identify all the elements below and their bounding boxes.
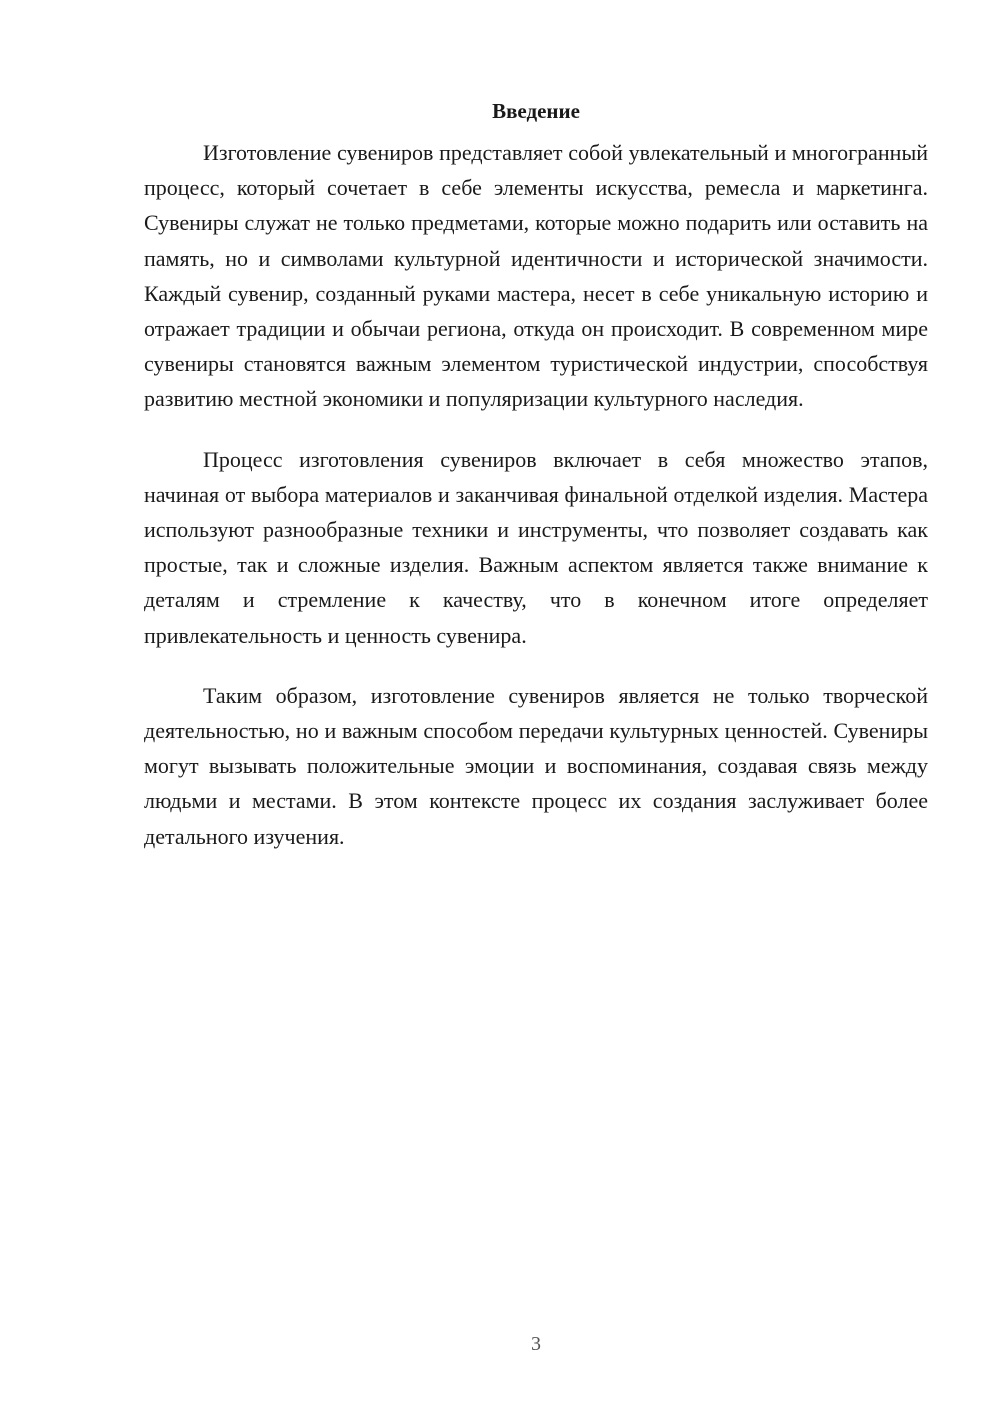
paragraph-2: Процесс изготовления сувениров включает в себя множество этапов, начиная от выбора материалов и заканчивая финальной отделкой изделия. Мастера используют разнообразные техники и инструменты, что позволяет создавать как простые, так и сложные изделия. Важным аспектом является также внимание к деталям и стремление к качеству, что в конечном итоге определяет привлекательность и ценность сувенира.	[144, 446, 928, 648]
page-title: Введение	[492, 99, 580, 123]
page-content	[144, 96, 928, 879]
paragraph-1: Изготовление сувениров представляет собой увлекательный и многогранный процесс, который сочетает в себе элементы искусства, ремесла и маркетинга. Сувениры служат не только предметами, которые можно подарить или оставить на память, но и символами культурной идентичности и исторической значимости. Каждый сувенир, созданный руками мастера, несет в себе уникальную историю и отражает традиции и обычаи региона, откуда он происходит. В современном мире сувениры становятся важным элементом туристической индустрии, способствуя развитию местной экономики и популяризации культурного наследия.	[144, 140, 928, 412]
paragraph-3: Таким образом, изготовление сувениров является не только творческой деятельностью, но и важным способом передачи культурных ценностей. Сувениры могут вызывать положительные эмоции и воспоминания, создавая связь между людьми и местами. В этом контексте процесс их создания заслуживает более детального изучения.	[144, 682, 928, 849]
page-number: 3	[531, 1333, 541, 1355]
